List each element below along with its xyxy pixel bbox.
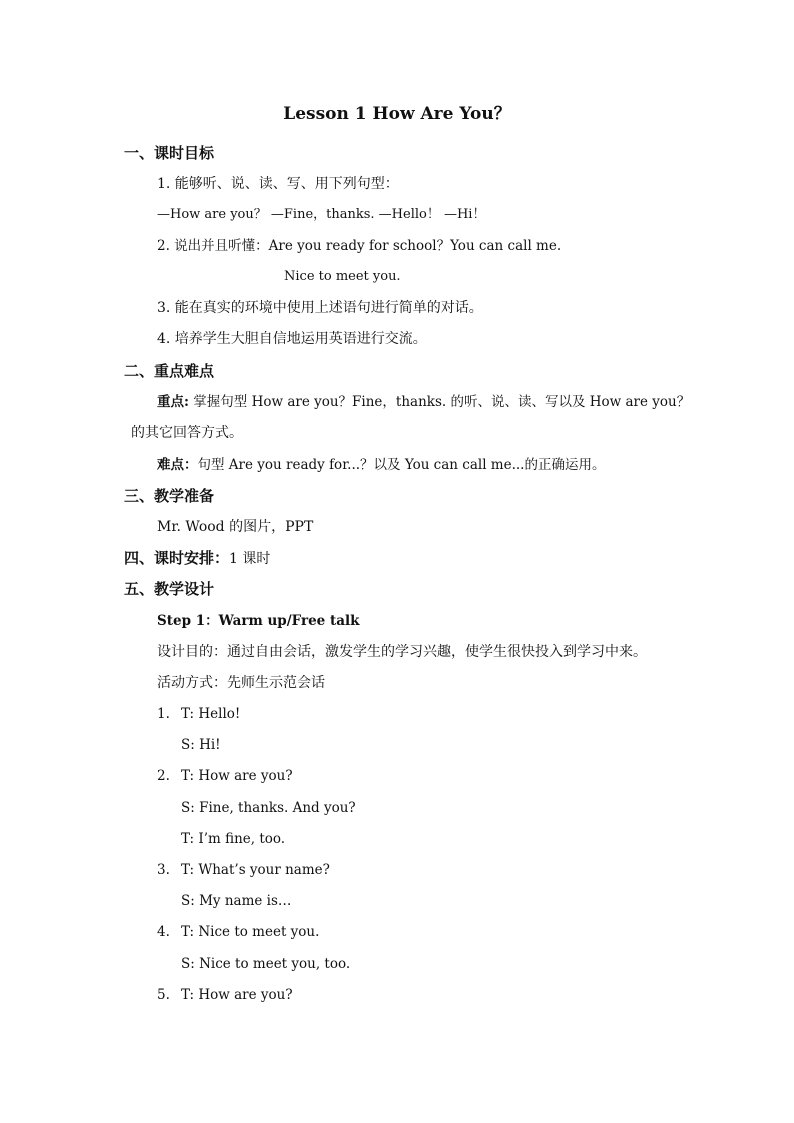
list-number: 4. (157, 924, 170, 940)
list-number: 5. (157, 987, 170, 1003)
schedule-value: 1 课时 (229, 551, 271, 567)
list-item (157, 985, 293, 1005)
goal-1-sentences: —How are you？ —Fine，thanks. —Hello！ —Hi！ (157, 207, 486, 222)
list-number: 3. (157, 862, 170, 878)
section-heading-key-points: 二、重点难点 (124, 362, 215, 380)
activity-method: 活动方式：先师生示范会话 (157, 675, 325, 691)
section-heading-design: 五、教学设计 (124, 580, 215, 598)
key-point (157, 392, 690, 412)
difficulty-point (157, 455, 605, 475)
preparation-text: Mr. Wood 的图片，PPT (157, 519, 314, 535)
key-point-label: 重点: (157, 394, 189, 410)
list-item (157, 860, 330, 880)
dialogue-line: S: Hi! (181, 737, 221, 753)
list-item (157, 922, 319, 942)
key-point-text: 掌握句型 How are you？Fine，thanks. 的听、说、读、写以及 How are you？ (193, 394, 691, 410)
page-title: Lesson 1 How Are You？ (283, 104, 511, 124)
dialogue-line: S: My name is… (181, 893, 292, 909)
goal-2: 2. 说出并且听懂：Are you ready for school？You can call me. (157, 238, 562, 254)
goal-1: 1. 能够听、说、读、写、用下列句型： (157, 176, 399, 192)
dialogue-line: T: Hello! (181, 706, 241, 722)
design-purpose: 设计目的：通过自由会话，激发学生的学习兴趣，使学生很快投入到学习中来。 (157, 644, 647, 660)
difficulty-label: 难点： (157, 457, 198, 473)
list-item (157, 704, 240, 724)
dialogue-line: T: How are you? (181, 987, 293, 1003)
difficulty-text: 句型 Are you ready for...？以及 You can call me...的正确运用。 (197, 457, 606, 473)
dialogue-line: T: What’s your name? (181, 862, 330, 878)
list-item (157, 766, 293, 786)
section-heading-goals: 一、课时目标 (124, 144, 215, 162)
schedule-label: 四、课时安排： (124, 549, 230, 567)
section-heading-schedule (124, 548, 270, 569)
key-point-continued: 的其它回答方式。 (131, 425, 243, 441)
dialogue-line: T: I’m fine, too. (181, 831, 286, 847)
goal-2-continued: Nice to meet you. (284, 269, 401, 284)
dialogue-line: T: Nice to meet you. (181, 924, 320, 940)
dialogue-line: S: Nice to meet you, too. (181, 956, 351, 972)
goal-4: 4. 培养学生大胆自信地运用英语进行交流。 (157, 331, 427, 347)
dialogue-line: S: Fine, thanks. And you? (181, 800, 356, 816)
section-heading-preparation: 三、教学准备 (124, 487, 215, 505)
goal-3: 3. 能在真实的环境中使用上述语句进行简单的对话。 (157, 300, 483, 316)
list-number: 1. (157, 706, 170, 722)
list-number: 2. (157, 768, 170, 784)
step-1-heading: Step 1：Warm up/Free talk (157, 613, 360, 629)
dialogue-line: T: How are you? (181, 768, 293, 784)
